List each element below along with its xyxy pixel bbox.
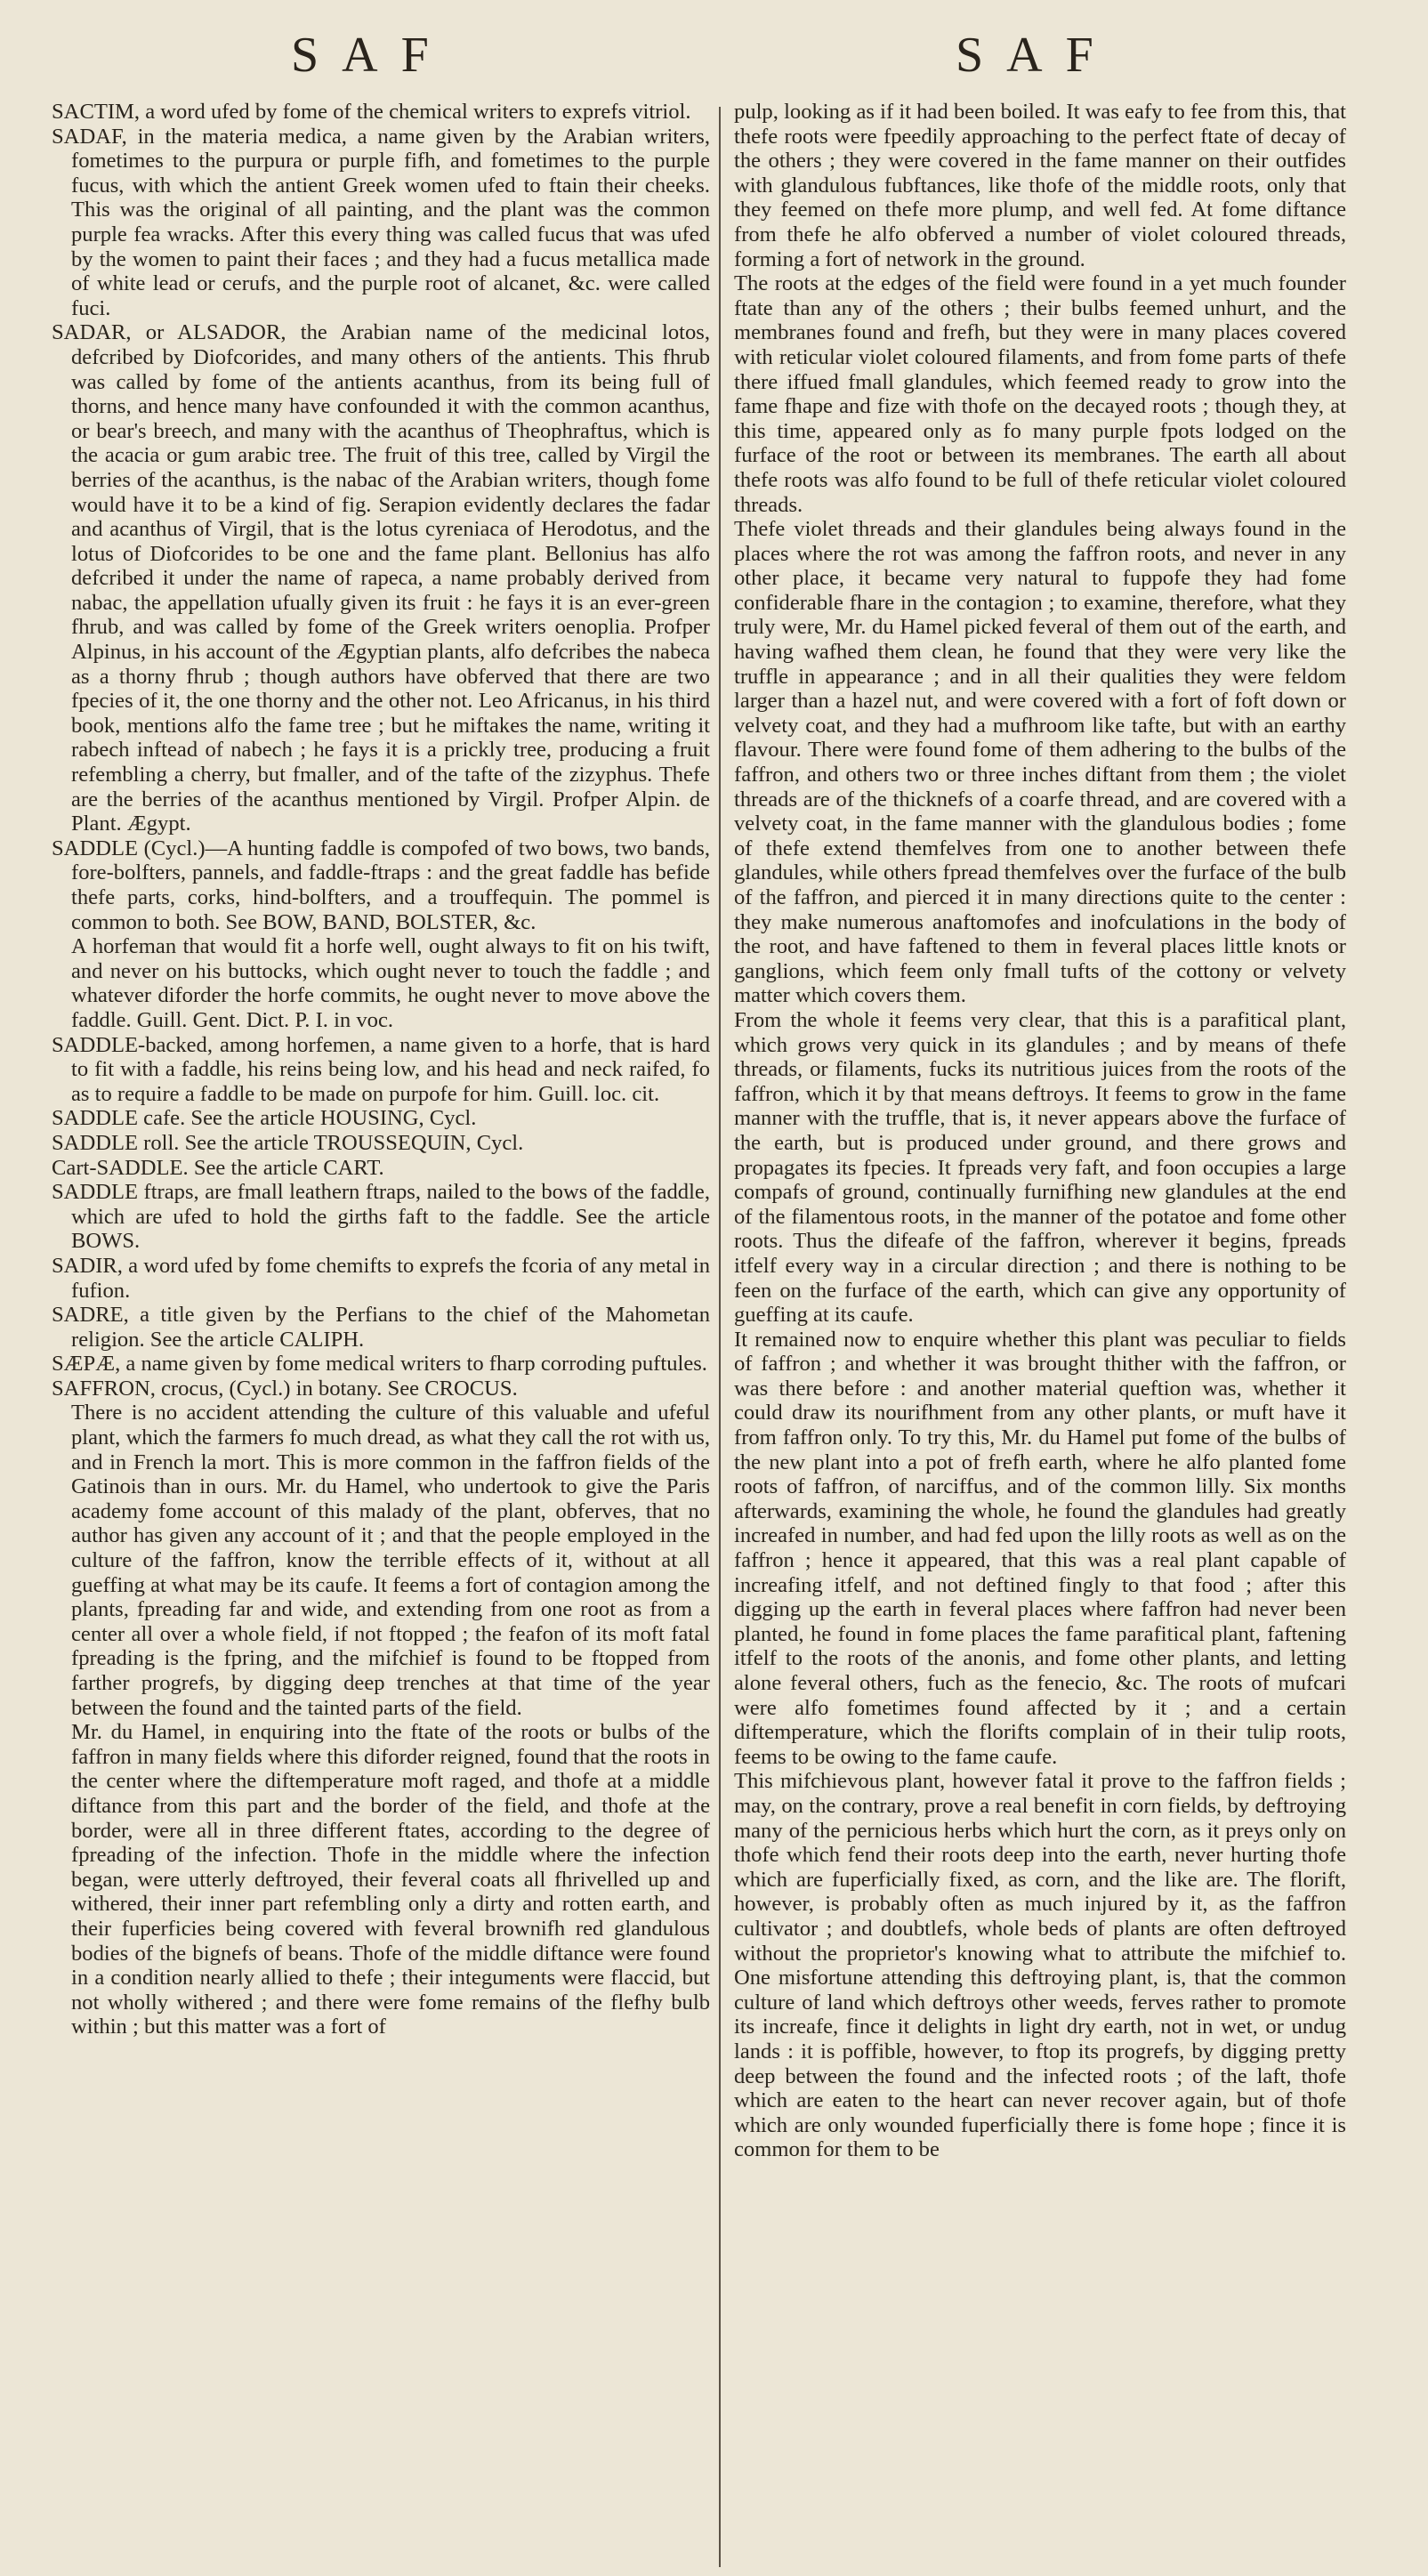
dictionary-entry: SADDLE cafe. See the article HOUSING, Cycl.	[52, 1106, 477, 1131]
paragraph: From the whole it feems very clear, that this is a parafitical plant, which grows very quick in its glandules ; and by means of thefe threads, or filaments, fucks its nutritious juices from the roots of the faffron, which it by that means deftroys. It feems to grow in the fame manner with the truffle, that is, it never appears above the furface of the earth, but is produced under ground, and there grows and propagates its fpecies. It fpreads very faft, and foon occupies a large compafs of ground, continually furnifhing new glandules at the end of the filamentous roots, in the manner of the potatoe and fome other roots. Thus the difeafe of the faffron, wherever it begins, fpreads itfelf every way in a circular direction ; and there is nothing to be feen on the furface of the earth, which can give any opportunity of gueffing at its caufe.	[734, 1007, 1346, 1328]
paragraph: There is no accident attending the culture of this valuable and ufeful plant, which the farmers fo much dread, as what they call the rot with us, and in French la mort. This is more common in the faffron fields of the Gatinois than in ours. Mr. du Hamel, who undertook to give the Paris academy fome account of this malady of the plant, obferves, that no author has given any account of it ; and that the people employed in the culture of the faffron, know the terrible effects of it, without at all gueffing at what may be its caufe. It feems a fort of contagion among the plants, fpreading far and wide, and extending from one root as from a center all over a whole field, if not ftopped ; the feafon of its moft fatal fpreading is the fpring, and the mifchief is found to be ftopped from farther progrefs, by digging deep trenches at that time of the year between the found and the tainted parts of the field.	[71, 1401, 710, 1720]
dictionary-entry: SÆPÆ, a name given by fome medical writers to fharp corroding puftules.	[52, 1352, 707, 1377]
left-running-head: SAF	[291, 28, 452, 83]
dictionary-entry: SADDLE ftraps, are fmall leathern ftraps, nailed to the bows of the faddle, which are ufed to hold the girths faft to the faddle. See the article BOWS.	[52, 1180, 710, 1254]
dictionary-entry: SADDLE (Cycl.)—A hunting faddle is compofed of two bows, two bands, fore-bolfters, pannels, and faddle-ftraps : and the great faddle has befide thefe parts, corks, hind-bolfters, and a trouffequin. The pommel is common to both. See BOW, BAND, BOLSTER, &c.	[52, 836, 710, 934]
dictionary-entry: SACTIM, a word ufed by fome of the chemical writers to exprefs vitriol.	[52, 100, 691, 124]
right-column	[734, 100, 1346, 2569]
dictionary-entry: SADDLE-backed, among horfemen, a name given to a horfe, that is hard to fit with a faddle, his reins being low, and his head and neck raifed, fo as to require a faddle to be made on purpofe for him. Guill. loc. cit.	[52, 1032, 710, 1106]
left-column	[52, 100, 710, 2569]
paragraph: It remained now to enquire whether this plant was peculiar to fields of faffron ; and whether it was brought thither with the faffron, or was there before : and another material queftion was, whether it could draw its nourifhment from any other plants, or muft have it from faffron only. To try this, Mr. du Hamel put fome of the bulbs of the new plant into a pot of frefh earth, where he alfo planted fome roots of faffron, of narciffus, and of the common lilly. Six months afterwards, examining the whole, he found the glandules had greatly increafed in number, and had fed upon the lilly roots as well as on the faffron ; hence it appeared, that this was a real plant capable of increafing itfelf, and not deftined fingly to that food ; after this digging up the earth in feveral places where faffron had never been planted, he found in fome places the fame parafitical plant, faftening itfelf to the roots of the anonis, and fome other plants, and letting alone feveral others, fuch as the fenecio, &c. The roots of mufcari were alfo fometimes found affected by it ; and a certain diftemperature, which the florifts complain of in their tulip roots, feems to be owing to the fame caufe.	[734, 1327, 1346, 1769]
paragraph: The roots at the edges of the field were found in a yet much founder ftate than any of the others ; their bulbs feemed unhurt, and the membranes found and frefh, but they were in many places covered with reticular violet coloured filaments, and from fome parts of thefe there iffued fmall glandules, which feemed ready to grow into the fame fhape and fize with thofe on the decayed roots ; though they, at this time, appeared only as fo many purple fpots lodged on the furface of the root or between its membranes. The earth all about thefe roots was alfo found to be full of thefe reticular violet coloured threads.	[734, 271, 1346, 517]
right-running-head: SAF	[956, 28, 1117, 83]
dictionary-entry: SADRE, a title given by the Perfians to the chief of the Mahometan religion. See the article CALIPH.	[52, 1303, 710, 1352]
dictionary-entry: SAFFRON, crocus, (Cycl.) in botany. See CROCUS.	[52, 1376, 518, 1401]
paragraph: This mifchievous plant, however fatal it prove to the faffron fields ; may, on the contrary, prove a real benefit in corn fields, by deftroying many of the pernicious herbs which hurt the corn, as it preys only on thofe which fend their roots deep into the earth, never hurting thofe which are fuperficially fixed, as corn, and the like are. The florift, however, is probably often as much injured by it, as the faffron cultivator ; and doubtlefs, whole beds of plants are often deftroyed without the proprietor's knowing what to attribute the mifchief to. One misfortune attending this deftroying plant, is, that the common culture of land which deftroys other weeds, ferves rather to promote its increafe, fince it delights in light dry earth, not in wet, or undug lands : it is poffible, however, to ftop its progrefs, by digging pretty deep between the found and the infected roots ; of the laft, thofe which are eaten to the heart can never recover again, but of thofe which are only wounded fuperficially there is fome hope ; fince it is common for them to be	[734, 1769, 1346, 2162]
paragraph: A horfeman that would fit a horfe well, ought always to fit on his twift, and never on his buttocks, which ought never to touch the faddle ; and whatever diforder the horfe commits, he ought never to move above the faddle. Guill. Gent. Dict. P. I. in voc.	[71, 934, 710, 1032]
dictionary-entry: Cart-SADDLE. See the article CART.	[52, 1155, 384, 1180]
dictionary-entry: SADAR, or ALSADOR, the Arabian name of the medicinal lotos, defcribed by Diofcorides, and many others of the antients. This fhrub was called by fome of the antients acanthus, from its being full of thorns, and hence many have confounded it with the common acanthus, or bear's breech, and many with the acanthus of Theophraftus, which is the acacia or gum arabic tree. The fruit of this tree, called by Virgil the berries of the acanthus, is the nabac of the Arabian writers, though fome would have it to be a kind of fig. Serapion evidently declares the fadar and acanthus of Virgil, that is the lotus cyreniaca of Herodotus, and the lotus of Diofcorides to be one and the fame plant. Bellonius has alfo defcribed it under the name of rapeca, a name probably derived from nabac, the appellation ufually given its fruit : he fays it is an ever-green fhrub, and was called by fome of the Greek writers oenoplia. Profper Alpinus, in his account of the Ægyptian plants, alfo defcribes the nabeca as a thorny fhrub ; though authors have obferved that there are two fpecies of it, the one thorny and the other not. Leo Africanus, in his third book, mentions alfo the fame tree ; but he miftakes the name, writing it rabech inftead of nabech ; he fays it is a prickly tree, producing a fruit refembling a cherry, but fmaller, and of the tafte of the zizyphus. Thefe are the berries of the acanthus mentioned by Virgil. Profper Alpin. de Plant. Ægypt.	[52, 320, 710, 836]
dictionary-entry: SADAF, in the materia medica, a name given by the Arabian writers, fometimes to the purpura or purple fifh, and fometimes to the purple fucus, with which the antient Greek women ufed to ftain their cheeks. This was the original of all painting, and the plant was the common purple fea wracks. After this every thing was called fucus that was ufed by the women to paint their faces ; and they had a fucus metallica made of white lead or cerufs, and the purple root of alcanet, &c. were called fuci.	[52, 124, 710, 320]
paragraph: Thefe violet threads and their glandules being always found in the places where the rot was among the faffron roots, and never in any other place, it became very natural to fuppofe they had fome confiderable fhare in the contagion ; to examine, therefore, what they truly were, Mr. du Hamel picked feveral of them out of the earth, and having wafhed them clean, he found that they were very like the truffle in appearance ; and in all their qualities they were feldom larger than a hazel nut, and were covered with a fort of foft down or velvety coat, and they had a mufhroom like tafte, but with an earthy flavour. There were found fome of them adhering to the bulbs of the faffron, and others two or three inches diftant from them ; the violet threads are of the thicknefs of a coarfe thread, and are covered with a velvety coat, in the fame manner with the glandulous bodies ; fome of thefe extend themfelves from one to another between thefe glandules, while others fpread themfelves over the furface of the bulb of the faffron, and pierced it in many directions quite to the center : they make numerous anaftomofes and inofculations in the body of the root, and have faftened to them in feveral places little knots or ganglions, which feem only fmall tufts of the cottony or velvety matter which covers them.	[734, 517, 1346, 1008]
paragraph: Mr. du Hamel, in enquiring into the ftate of the roots or bulbs of the faffron in many fields where this diforder reigned, found that the roots in the center where the diftemperature moft raged, and thofe at a middle diftance from this part and the border of the field, and thofe at the border, were all in three different ftates, according to the degree of fpreading of the infection. Thofe in the middle where the infection began, were utterly deftroyed, their feveral coats all fhrivelled up and withered, their inner part refembling only a dirty and rotten earth, and their fuperficies being covered with feveral brownifh red glandulous bodies of the bignefs of beans. Thofe of the middle diftance were found in a condition nearly allied to thefe ; their integuments were flaccid, but not wholly withered ; and there were fome remains of the flefhy bulb within ; but this matter was a fort of	[71, 1720, 710, 2039]
dictionary-entry: SADIR, a word ufed by fome chemifts to exprefs the fcoria of any metal in fufion.	[52, 1253, 710, 1303]
paragraph: pulp, looking as if it had been boiled. It was eafy to fee from this, that thefe roots were fpeedily approaching to the perfect ftate of decay of the others ; they were covered in the fame manner on their outfides with glandulous fubftances, like thofe of the middle roots, only that they feemed on thefe more plump, and well fed. At fome diftance from thefe he alfo obferved a number of violet coloured threads, forming a fort of network in the ground.	[734, 100, 1346, 271]
column-divider	[719, 107, 721, 2567]
dictionary-entry: SADDLE roll. See the article TROUSSEQUIN, Cycl.	[52, 1130, 524, 1155]
